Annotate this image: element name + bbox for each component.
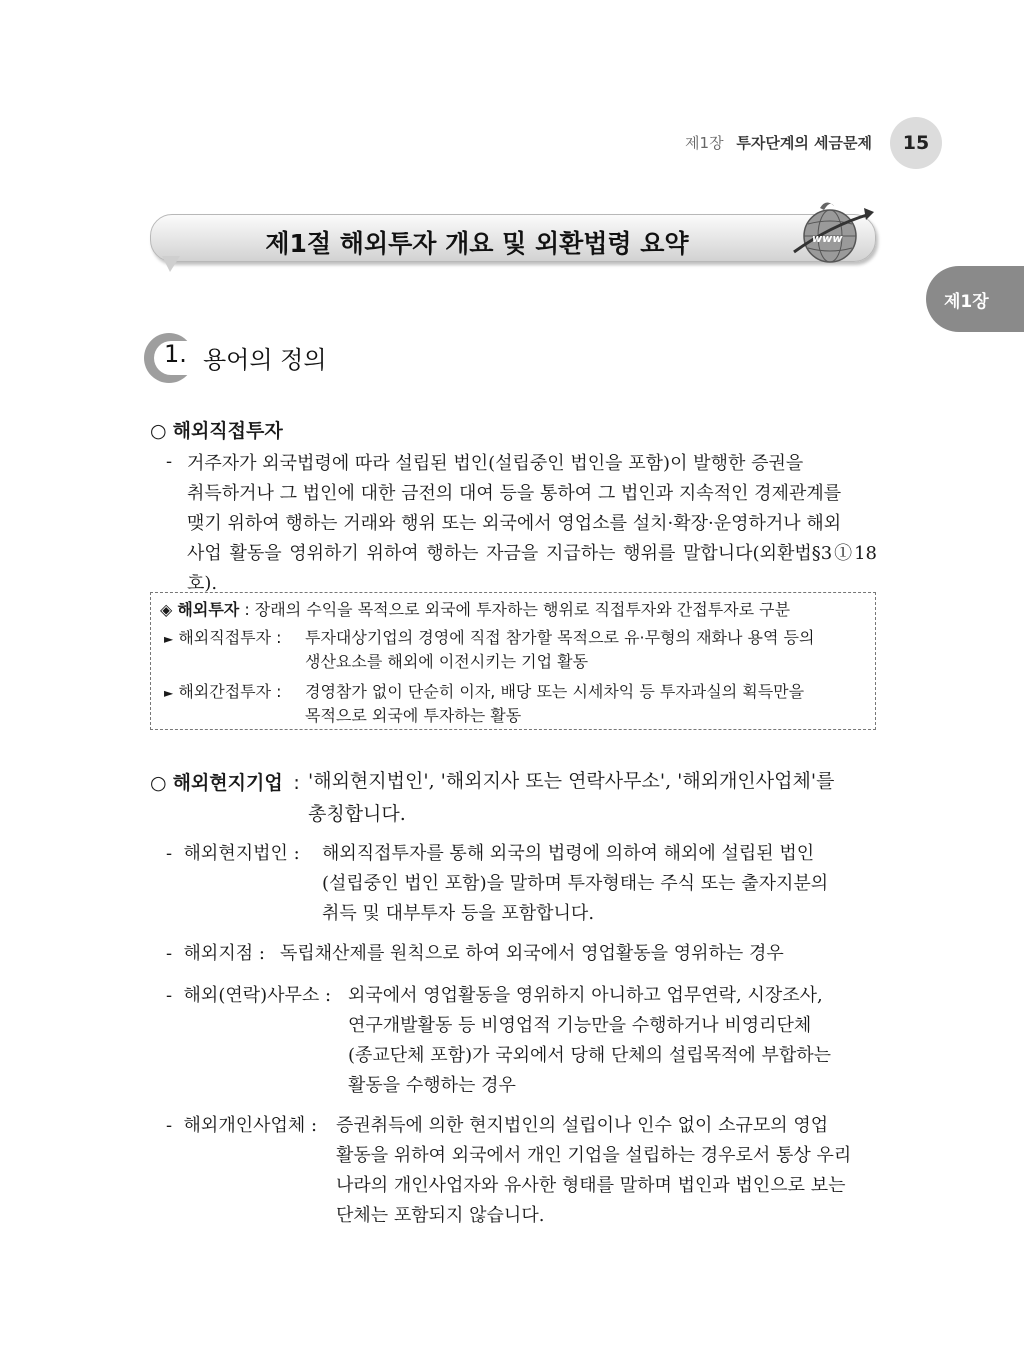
- direct-investment-text: [187, 449, 877, 599]
- header-title: 투자단계의 세금문제: [736, 134, 872, 152]
- subsection-number: 1.: [164, 340, 187, 368]
- page-number: 15: [890, 117, 942, 169]
- chapter-tab: 제1장: [926, 266, 1024, 332]
- box-text-line: 목적으로 외국에 투자하는 활동: [305, 706, 522, 725]
- header-chapter: 제1장: [685, 134, 724, 152]
- definition-text: [348, 981, 878, 1101]
- definition-liaison-office: [166, 981, 878, 1103]
- term-label: 해외(연락)사무소 :: [183, 985, 332, 1006]
- dash-marker: -: [166, 843, 173, 864]
- text-line: 맺기 위하여 행하는 거래와 행위 또는 외국에서 영업소를 설치·확장·운영하거나 해외: [187, 513, 842, 534]
- definition-term: [166, 981, 331, 1011]
- box-text-line: 경영참가 없이 단순히 이자, 배당 또는 시세차익 등 투자과실의 획득만을: [305, 682, 805, 701]
- dash-marker: -: [166, 451, 173, 472]
- box-term: 해외투자: [177, 600, 240, 619]
- box-term: 해외직접투자 :: [178, 628, 282, 647]
- text-line: (설립중인 법인 포함)을 말하며 투자형태는 주식 또는 출자지분의: [322, 873, 829, 894]
- dash-marker: -: [166, 943, 173, 964]
- direct-investment-heading: [150, 416, 283, 443]
- definition-sole-proprietorship: [166, 1111, 878, 1233]
- definition-term: [166, 839, 300, 869]
- dash-marker: -: [166, 1115, 173, 1136]
- text-line: 연구개발활동 등 비영업적 기능만을 수행하거나 비영리단체: [348, 1015, 812, 1036]
- text-line: 해외직접투자를 통해 외국의 법령에 의하여 해외에 설립된 법인: [322, 843, 815, 864]
- heading-text: 해외현지기업: [172, 772, 283, 794]
- text-line: 취득하거나 그 법인에 대한 금전의 대여 등을 통하여 그 법인과 지속적인 경제관계를: [187, 483, 842, 504]
- definition-local-corporation: [166, 839, 878, 931]
- globe-www-icon: [790, 196, 876, 268]
- definition-term: [166, 1111, 317, 1141]
- colon: :: [293, 772, 300, 794]
- svg-text:www: www: [812, 232, 843, 245]
- local-company-heading: [150, 768, 300, 795]
- text-line: 독립채산제를 원칙으로 하여 외국에서 영업활동을 영위하는 경우: [280, 943, 784, 964]
- dash-marker: -: [166, 985, 173, 1006]
- text-line: 증권취득에 의한 현지법인의 설립이나 인수 없이 소규모의 영업: [336, 1115, 829, 1136]
- definition-text: [336, 1111, 878, 1231]
- box-text-line: 투자대상기업의 경영에 직접 참가할 목적으로 유·무형의 재화나 용역 등의: [305, 628, 815, 647]
- box-text-line: 생산요소를 해외에 이전시키는 기업 활동: [305, 652, 589, 671]
- circle-bullet: ○: [150, 420, 167, 442]
- text-line: 거주자가 외국법령에 따라 설립된 법인(설립중인 법인을 포함)이 발행한 증권을: [187, 453, 804, 474]
- text-line: 단체는 포함되지 않습니다.: [336, 1205, 545, 1226]
- running-header: [685, 132, 872, 153]
- definition-term: [166, 939, 265, 969]
- box-row-direct: [164, 626, 282, 651]
- box-term: 해외간접투자 :: [178, 682, 282, 701]
- text-line: 총칭합니다.: [308, 803, 406, 825]
- definition-text: [322, 839, 878, 929]
- circle-bullet: ○: [150, 772, 167, 794]
- box-row-investment: [160, 598, 790, 622]
- box-text: : 장래의 수익을 목적으로 외국에 투자하는 행위로 직접투자와 간접투자로 구분: [244, 600, 791, 619]
- term-label: 해외개인사업체 :: [183, 1115, 318, 1136]
- text-line: 활동을 수행하는 경우: [348, 1075, 516, 1096]
- definition-branch: [166, 939, 878, 971]
- term-label: 해외현지법인 :: [183, 843, 300, 864]
- text-line: 취득 및 대부투자 등을 포함합니다.: [322, 903, 595, 924]
- text-line: (종교단체 포함)가 국외에서 당해 단체의 설립목적에 부합하는: [348, 1045, 832, 1066]
- box-row-indirect-text: [305, 680, 867, 728]
- text-line: 나라의 개인사업자와 유사한 형태를 말하며 법인과 법인으로 보는: [336, 1175, 846, 1196]
- text-line: 사업 활동을 영위하기 위하여 행하는 자금을 지급하는 행위를 말합니다(외환법§3①18호).: [187, 543, 877, 594]
- heading-text: 해외직접투자: [172, 420, 283, 442]
- definition-text: [280, 939, 878, 969]
- text-line: 외국에서 영업활동을 영위하지 아니하고 업무연락, 시장조사,: [348, 985, 823, 1006]
- text-line: '해외현지법인', '해외지사 또는 연락사무소', '해외개인사업체'를: [308, 770, 835, 792]
- section-title: 제1절 해외투자 개요 및 외환법령 요약: [265, 229, 689, 258]
- text-line: 활동을 위하여 외국에서 개인 기업을 설립하는 경우로서 통상 우리: [336, 1145, 852, 1166]
- box-row-direct-text: [305, 626, 867, 674]
- arrow-icon: ►: [164, 686, 174, 700]
- box-row-indirect: [164, 680, 282, 705]
- local-company-text: [308, 765, 878, 831]
- subsection-title: 용어의 정의: [203, 346, 327, 374]
- diamond-icon: ◈: [160, 600, 173, 619]
- term-label: 해외지점 :: [183, 943, 265, 964]
- arrow-icon: ►: [164, 632, 174, 646]
